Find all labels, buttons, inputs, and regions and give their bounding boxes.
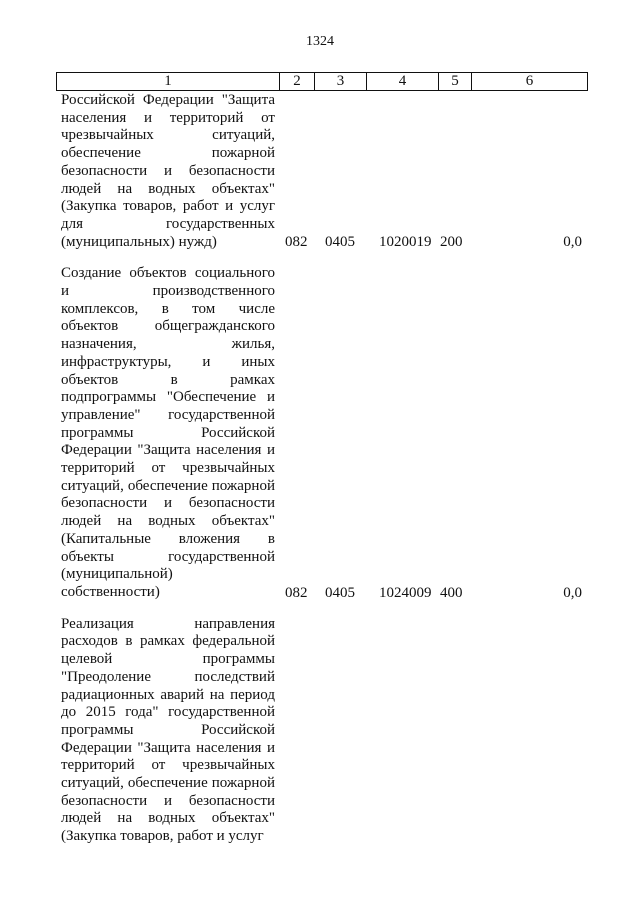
expense-type-code: 200	[440, 234, 463, 251]
ministry-code: 082	[285, 584, 308, 601]
section-code: 0405	[325, 234, 355, 251]
column-header-1: 1	[57, 73, 280, 91]
row-description: Создание объектов социального и производственного комплексов, в том числе объектов общегражданского назначения, жилья, инфраструктуры, и иных объектов в рамках подпрограммы "Обеспечение и управление" государственной программы Российской Федерации "Защита населения и территорий от чрезвычайных ситуаций, обеспечение пожарной безопасности и безопасности людей на водных объектах" (Капитальные вложения в объекты государственной (муниципальной) собственности)	[61, 265, 275, 600]
table-row	[0, 92, 640, 251]
section-code: 0405	[325, 584, 355, 601]
page-number: 1324	[306, 34, 334, 49]
column-header-3: 3	[315, 73, 367, 91]
column-header-5: 5	[439, 73, 472, 91]
row-description: Российской Федерации "Защита населения и территорий от чрезвычайных ситуаций, обеспечение пожарной безопасности и безопасности людей на водных объектах" (Закупка товаров, работ и услуг для государственных (муниципальных) нужд)	[61, 92, 275, 250]
table-row	[0, 616, 640, 846]
column-header-row	[56, 72, 588, 91]
target-code: 1024009	[379, 584, 432, 601]
ministry-code: 082	[285, 234, 308, 251]
budget-table-body	[0, 92, 640, 860]
column-header-4: 4	[367, 73, 439, 91]
target-code: 1020019	[379, 234, 432, 251]
column-header-2: 2	[280, 73, 315, 91]
amount-value: 0,0	[563, 584, 582, 601]
column-header-6: 6	[472, 73, 588, 91]
amount-value: 0,0	[563, 234, 582, 251]
row-description: Реализация направления расходов в рамках федеральной целевой программы "Преодоление последствий радиационных аварий на период до 2015 года" государственной программы Российской Федерации "Защита населения и территорий от чрезвычайных ситуаций, обеспечение пожарной безопасности и безопасности людей на водных объектах" (Закупка товаров, работ и услуг	[61, 615, 275, 845]
expense-type-code: 400	[440, 584, 463, 601]
table-row	[0, 265, 640, 601]
